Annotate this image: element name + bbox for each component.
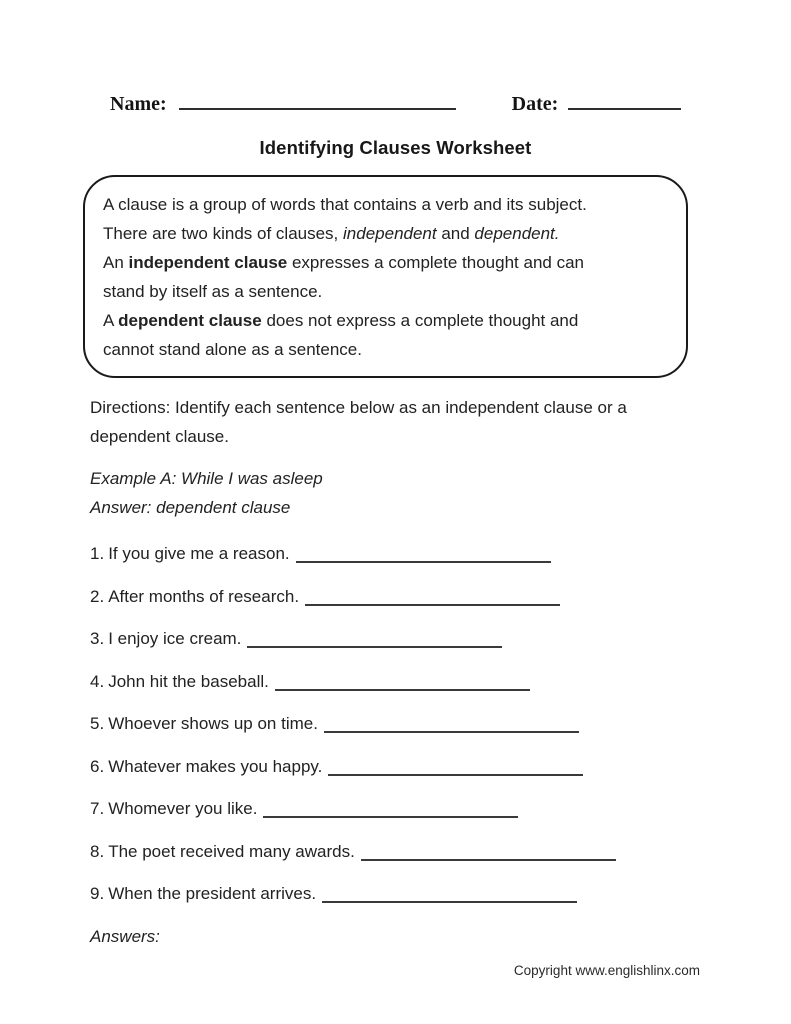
definition-line-4: stand by itself as a sentence. (103, 282, 323, 301)
answer-blank-line (247, 634, 502, 648)
answer-blank-line (324, 719, 579, 733)
answers-label: Answers: (90, 926, 160, 946)
questions-list (90, 544, 791, 927)
question-row-2 (90, 587, 791, 630)
example-line: Example A: While I was asleep (90, 469, 323, 488)
date-label: Date: (511, 93, 559, 115)
answer-blank-line (361, 847, 616, 861)
directions-text (90, 393, 791, 451)
question-text: Whoever shows up on time. (108, 714, 318, 733)
example-answer-line: Answer: dependent clause (90, 498, 291, 517)
page-title: Identifying Clauses Worksheet (259, 137, 532, 158)
question-number: 8. (90, 841, 105, 861)
answer-blank-line (322, 889, 577, 903)
directions-line-2: dependent clause. (90, 427, 229, 446)
date-blank-line (568, 96, 681, 110)
header-row (110, 93, 791, 116)
answer-blank-line (296, 549, 551, 563)
answer-blank-line (275, 677, 530, 691)
question-number: 5. (90, 714, 105, 733)
question-row-4 (90, 672, 791, 715)
question-number: 6. (90, 756, 105, 776)
question-row-9 (90, 884, 791, 927)
example-block (90, 464, 791, 522)
question-text: When the president arrives. (108, 884, 317, 903)
definition-box (83, 175, 688, 378)
definition-line-3: An independent clause expresses a complete thought and can (103, 253, 584, 272)
question-number: 4. (90, 671, 105, 691)
question-text: The poet received many awards. (108, 841, 355, 861)
answer-blank-line (305, 592, 560, 606)
question-number: 7. (90, 799, 105, 818)
question-row-3 (90, 629, 791, 672)
name-blank-line (179, 96, 456, 110)
directions-line-1: Directions: Identify each sentence below as an independent clause or a (90, 398, 627, 417)
copyright-text: Copyright www.englishlinx.com (513, 962, 700, 978)
question-text: After months of research. (108, 586, 300, 606)
question-text: John hit the baseball. (108, 671, 269, 691)
question-text: Whatever makes you happy. (108, 756, 323, 776)
name-label: Name: (110, 93, 167, 115)
question-text: If you give me a reason. (108, 544, 290, 563)
question-row-6 (90, 757, 791, 800)
question-row-8 (90, 842, 791, 885)
question-number: 9. (90, 884, 105, 903)
question-row-1 (90, 544, 791, 587)
question-text: I enjoy ice cream. (108, 629, 242, 648)
question-number: 2. (90, 586, 105, 606)
definition-line-1: A clause is a group of words that contains a verb and its subject. (103, 195, 587, 214)
question-row-5 (90, 714, 791, 757)
definition-line-2: There are two kinds of clauses, independent and dependent. (103, 224, 560, 243)
answer-blank-line (263, 804, 518, 818)
question-row-7 (90, 799, 791, 842)
question-number: 1. (90, 544, 105, 563)
definition-line-6: cannot stand alone as a sentence. (103, 340, 362, 359)
question-number: 3. (90, 629, 105, 648)
answer-blank-line (328, 762, 583, 776)
definition-line-5: A dependent clause does not express a complete thought and (103, 311, 579, 330)
question-text: Whomever you like. (108, 799, 258, 818)
